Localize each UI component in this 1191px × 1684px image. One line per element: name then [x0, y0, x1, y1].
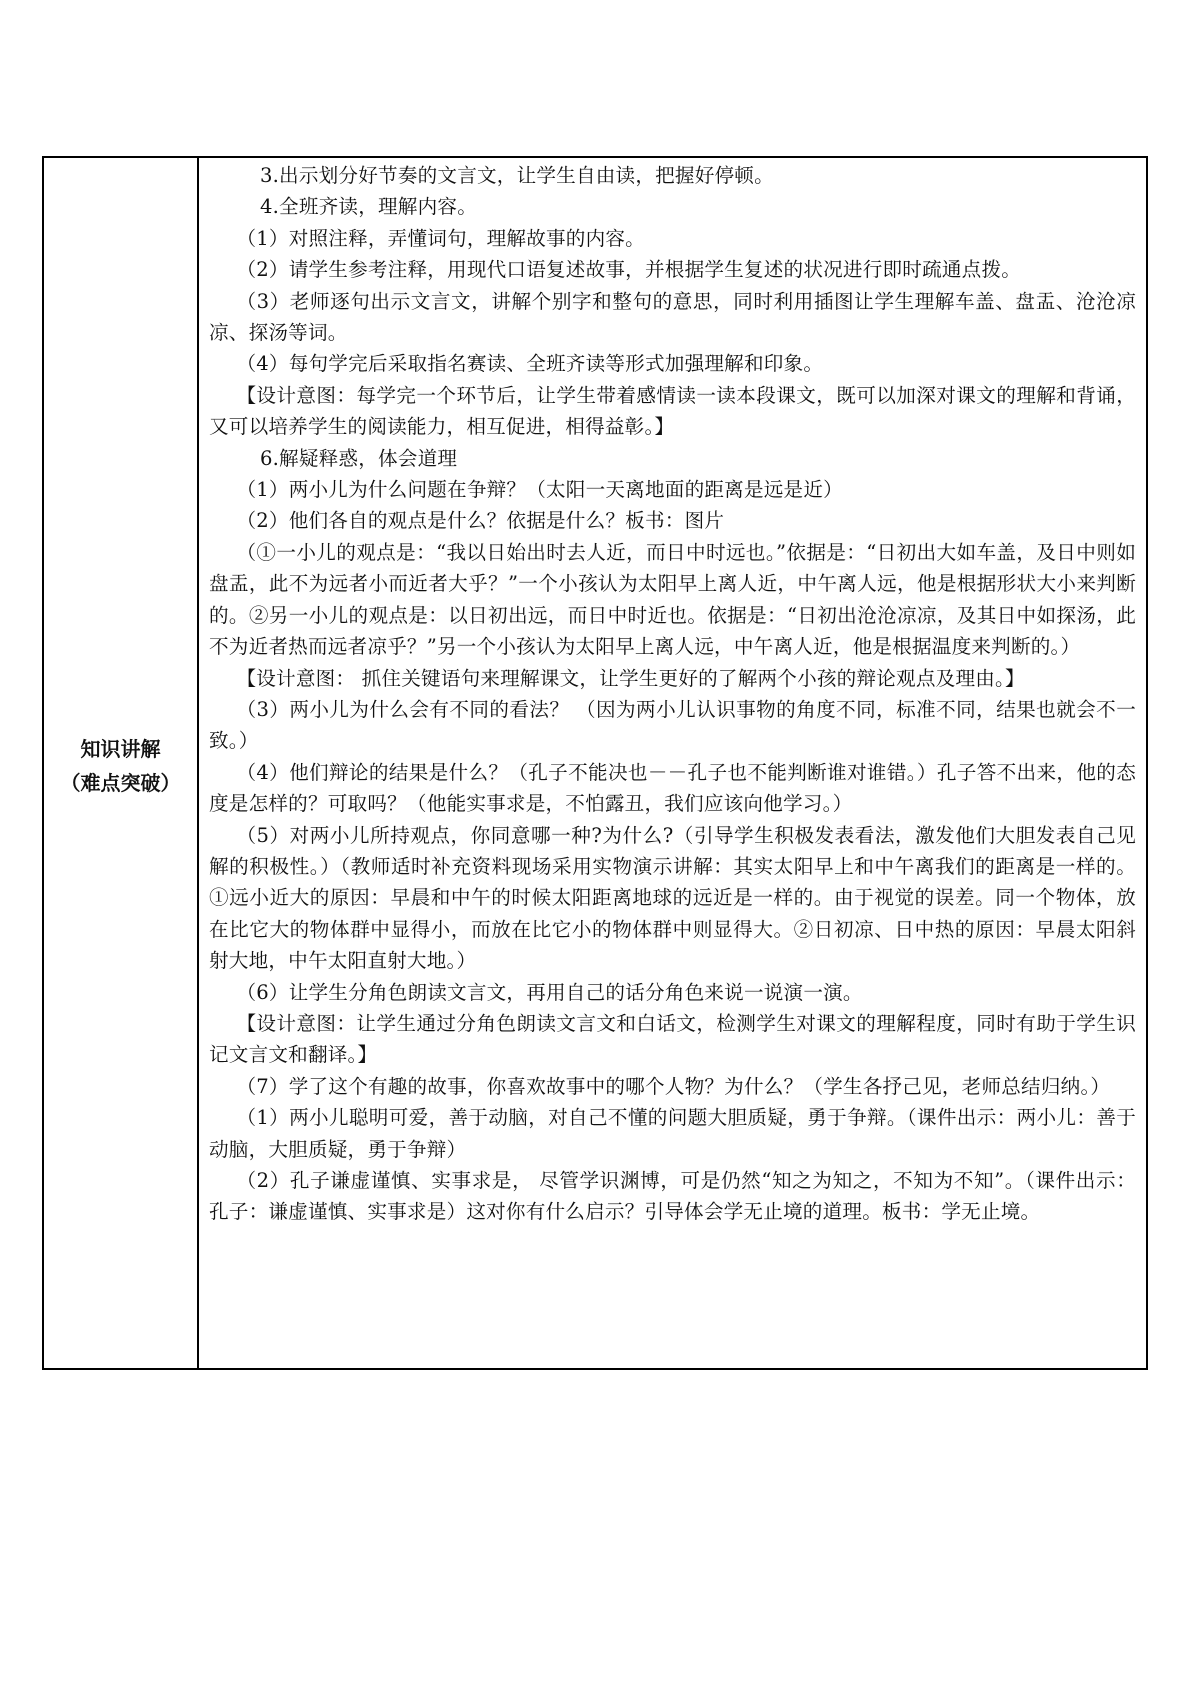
section-label-subtitle: （难点突破）: [60, 771, 181, 795]
paragraph-design-intent-1: 【设计意图：每学完一个环节后，让学生带着感情读一读本段课文，既可以加深对课文的理解和背诵，又可以培养学生的阅读能力，相互促进，相得益彰。】: [209, 383, 1136, 439]
paragraph-substep-1: （1）对照注释，弄懂词句，理解故事的内容。: [236, 226, 645, 250]
paragraph-substep-3: （3）老师逐句出示文言文，讲解个别字和整句的意思，同时利用插图让学生理解车盖、盘盂、沧沧凉凉、探汤等词。: [209, 289, 1136, 345]
paragraph-question-5: （5）对两小儿所持观点，你同意哪一种?为什么?（引导学生积极发表看法，激发他们大胆发表自己见解的积极性。）（教师适时补充资料现场采用实物演示讲解：其实太阳早上和中午离我们的距离是一样的。①远小近大的原因：早晨和中午的时候太阳距离地球的远近是一样的。由于视觉的误差。同一个物体，放在比它大的物体群中显得小，而放在比它小的物体群中则显得大。②日初凉、日中热的原因：早晨太阳斜射大地，中午太阳直射大地。）: [209, 823, 1136, 973]
lesson-plan-table: [42, 156, 1148, 1370]
paragraph-design-intent-2: 【设计意图： 抓住关键语句来理解课文，让学生更好的了解两个小孩的辩论观点及理由。】: [236, 666, 1025, 690]
paragraph-step-4: 4.全班齐读，理解内容。: [259, 195, 477, 219]
paragraph-question-6: （6）让学生分角色朗读文言文，再用自己的话分角色来说一说演一演。: [236, 980, 863, 1004]
paragraph-viewpoints: （①一小儿的观点是：“我以日始出时去人近，而日中时远也。”依据是：“日初出大如车盖，及日中则如盘盂，此不为远者小而近者大乎？”一个小孩认为太阳早上离人近，中午离人远，他是根据形状大小来判断的。②另一小儿的观点是：以日初出远，而日中时近也。依据是：“日初出沧沧凉凉，及其日中如探汤，此不为近者热而远者凉乎？”另一个小孩认为太阳早上离人远，中午离人近，他是根据温度来判断的。）: [209, 540, 1136, 659]
section-content-cell: [199, 158, 1146, 1368]
paragraph-step-6: 6.解疑释惑，体会道理: [259, 446, 458, 470]
section-label-title: 知识讲解: [80, 737, 161, 761]
paragraph-question-7: （7）学了这个有趣的故事，你喜欢故事中的哪个人物？为什么？（学生各抒己见，老师总结归纳。）: [236, 1074, 1111, 1098]
paragraph-question-3: （3）两小儿为什么会有不同的看法？ （因为两小儿认识事物的角度不同，标准不同，结果也就会不一致。）: [209, 697, 1136, 753]
paragraph-substep-2: （2）请学生参考注释，用现代口语复述故事，并根据学生复述的状况进行即时疏通点拨。: [236, 258, 1022, 282]
paragraph-step-3: 3.出示划分好节奏的文言文，让学生自由读，把握好停顿。: [259, 164, 774, 187]
paragraph-question-4: （4）他们辩论的结果是什么？（孔子不能决也－－孔子也不能判断谁对谁错。）孔子答不出来，他的态度是怎样的？可取吗？（他能实事求是，不怕露丑，我们应该向他学习。）: [209, 760, 1136, 816]
paragraph-summary-2: （2）孔子谦虚谨慎、实事求是， 尽管学识渊博，可是仍然“知之为知之，不知为不知”。（课件出示：孔子：谦虚谨慎、实事求是）这对你有什么启示？引导体会学无止境的道理。板书：学无止境。: [209, 1169, 1136, 1224]
paragraph-question-1: （1）两小儿为什么问题在争辩？（太阳一天离地面的距离是远是近）: [236, 478, 843, 502]
paragraph-question-2: （2）他们各自的观点是什么？依据是什么？板书：图片: [236, 509, 725, 533]
paragraph-design-intent-3: 【设计意图：让学生通过分角色朗读文言文和白话文，检测学生对课文的理解程度，同时有助于学生识记文言文和翻译。】: [209, 1011, 1136, 1067]
section-label-cell: [44, 158, 199, 1368]
paragraph-summary-1: （1）两小儿聪明可爱，善于动脑，对自己不懂的问题大胆质疑，勇于争辩。（课件出示：两小儿：善于动脑，大胆质疑，勇于争辩）: [209, 1106, 1136, 1161]
paragraph-substep-4: （4）每句学完后采取指名赛读、全班齐读等形式加强理解和印象。: [236, 352, 824, 376]
